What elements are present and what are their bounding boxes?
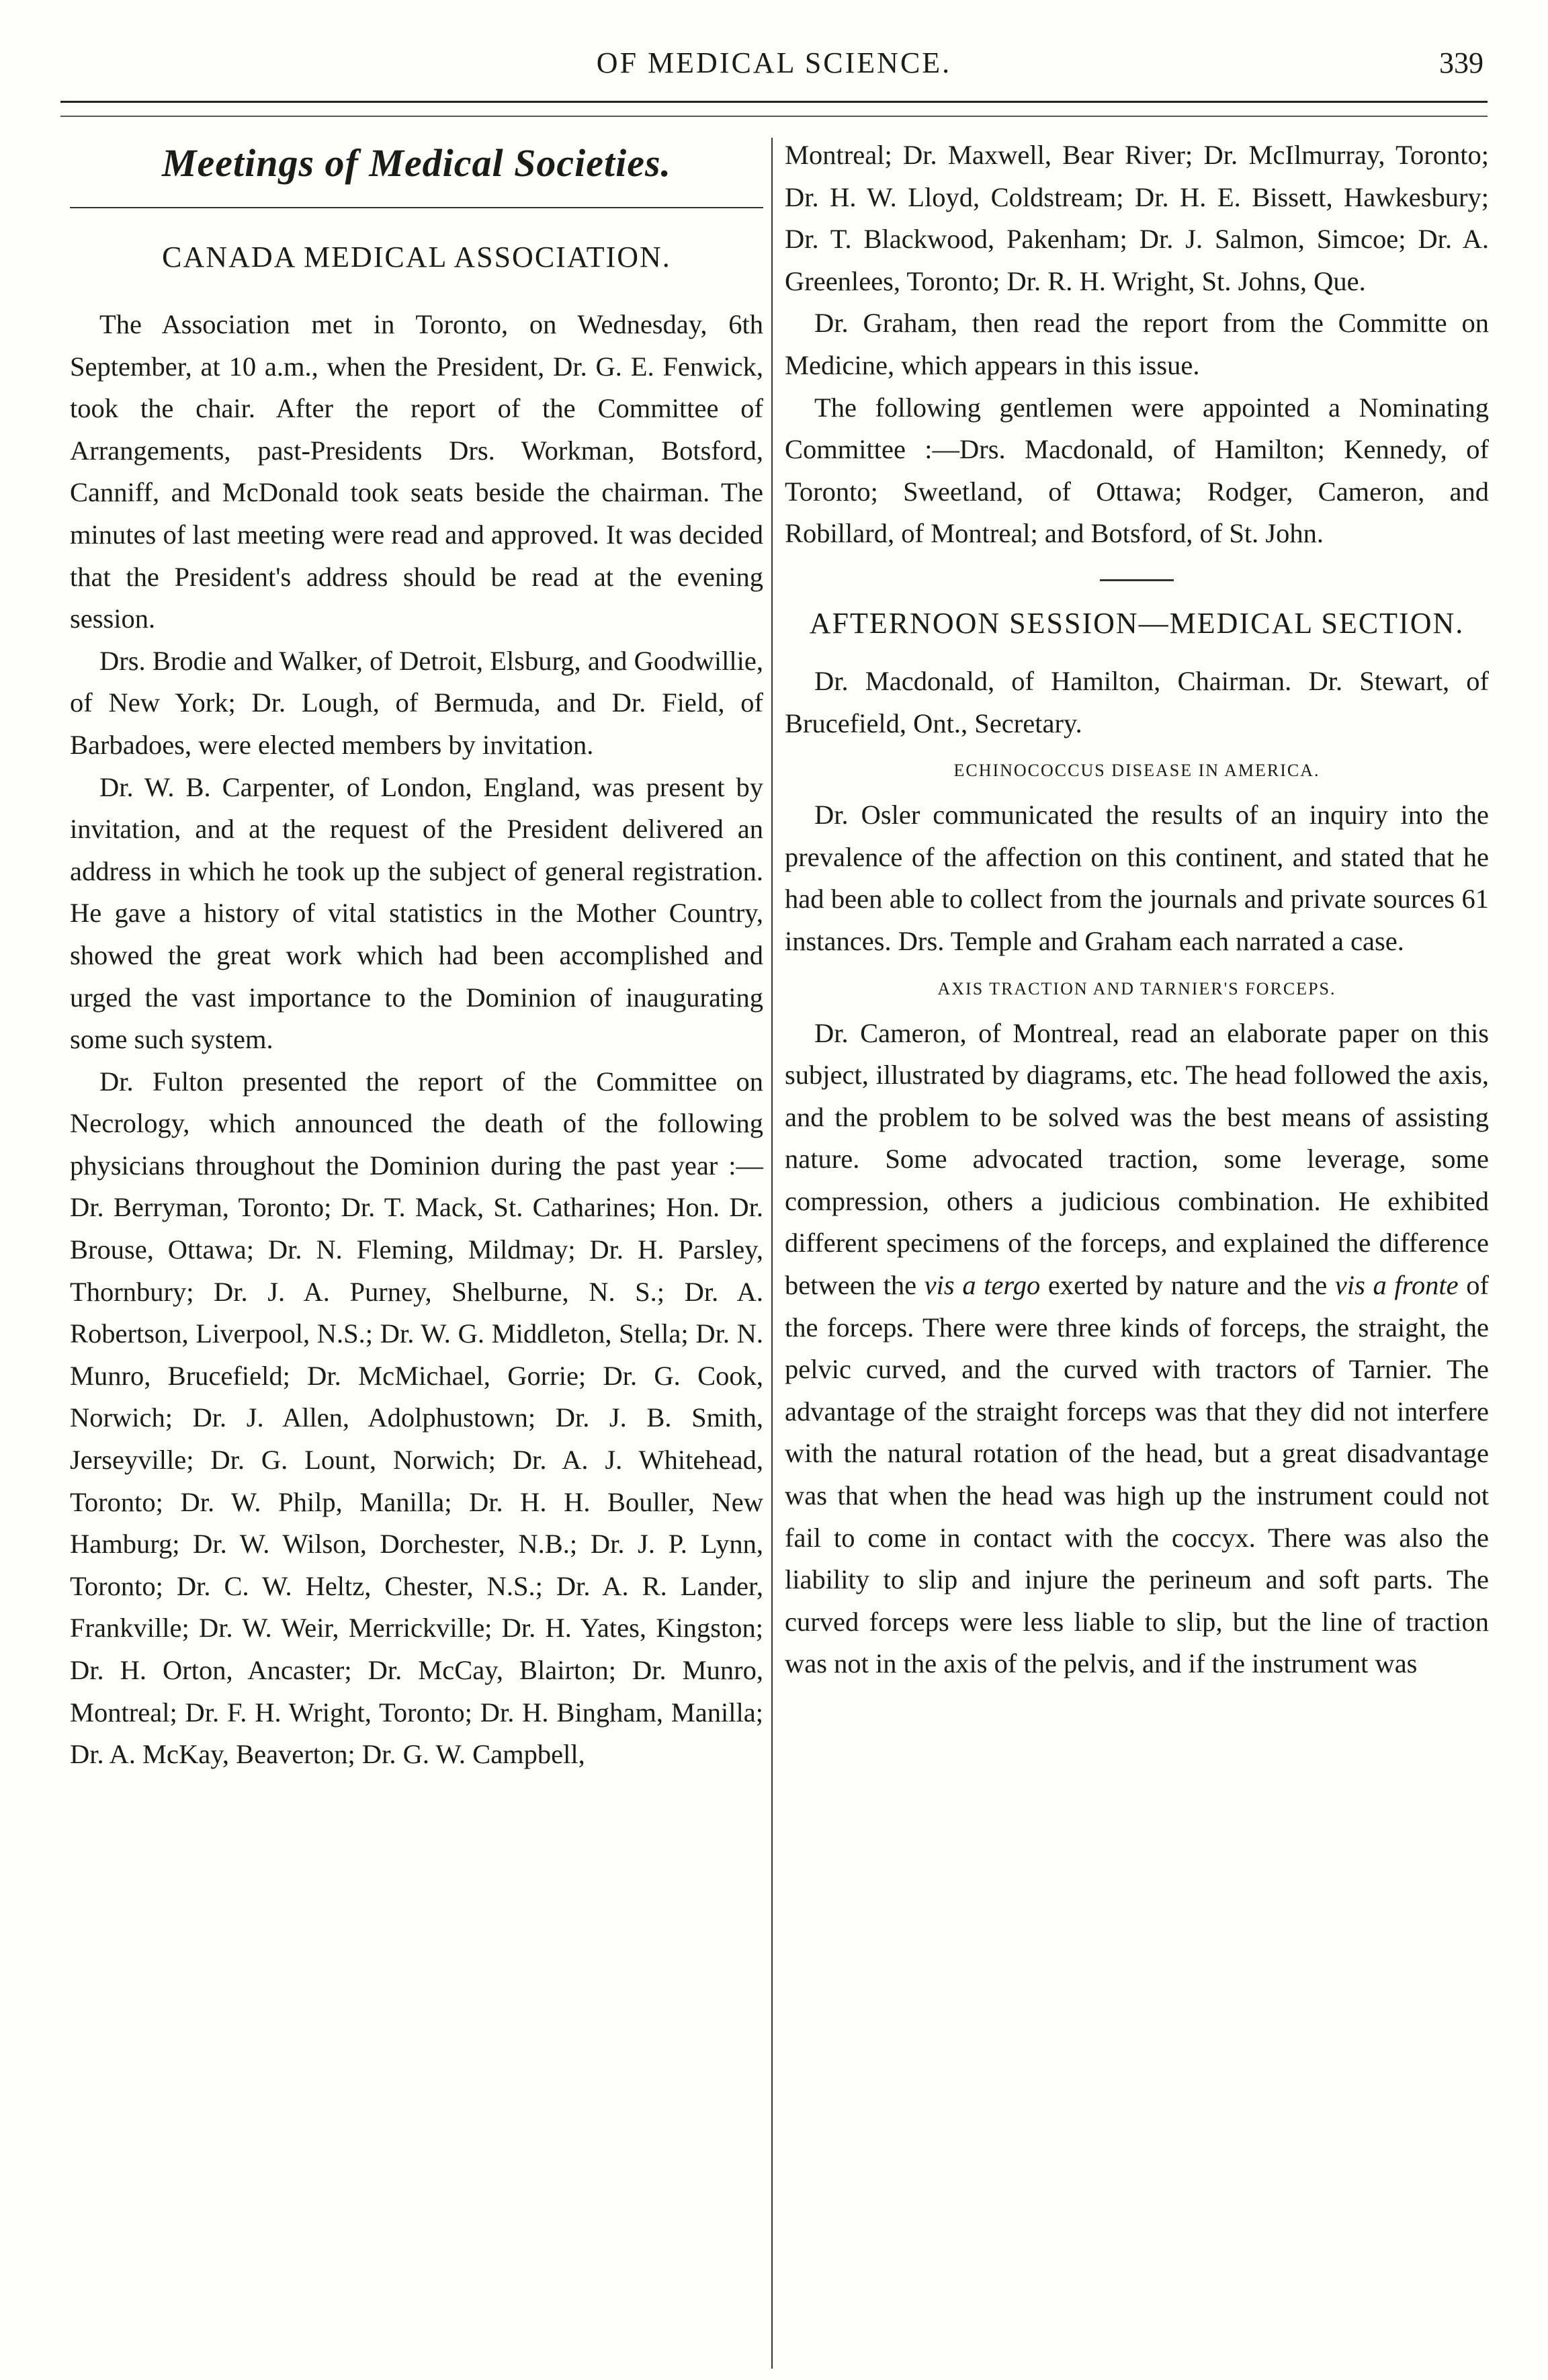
paragraph-necrology: Dr. Fulton presented the report of the Committee on Necrology, which announced the death of the following physicians throughout the Dominion during the past year :—Dr. Berryman, Toronto; Dr. T. Mack, St. Catharines; Hon. Dr. Brouse, Ottawa; Dr. N. Fleming, Mildmay; Dr. H. Parsley, Thornbury; Dr. J. A. Purney, Shelburne, N. S.; Dr. A. Robertson, Liverpool, N.S.; Dr. W. G. Middleton, Stella; Dr. N. Munro, Brucefield; Dr. McMichael, Gorrie; Dr. G. Cook, Norwich; Dr. J. Allen, Adolphustown; Dr. J. B. Smith, Jerseyville; Dr. G. Lount, Norwich; Dr. A. J. Whitehead, Toronto; Dr. W. Philp, Manilla; Dr. H. H. Bouller, New Hamburg; Dr. W. Wilson, Dorchester, N.B.; Dr. J. P. Lynn, Toronto; Dr. C. W. Heltz, Chester, N.S.; Dr. A. R. Lander, Frankville; Dr. W. Weir, Merrickville; Dr. H. Yates, Kingston; Dr. H. Orton, Ancaster; Dr. McCay, Blairton; Dr. Munro, Montreal; Dr. F. H. Wright, Toronto; Dr. H. Bingham, Manilla; Dr. A. McKay, Beaverton; Dr. G. W. Campbell, xyxy=(70,1066,763,1770)
section-title: Meetings of Medical Societies. xyxy=(161,141,672,185)
section-rule xyxy=(70,207,763,208)
vis-a-tergo: vis a tergo xyxy=(924,1270,1041,1301)
echinococcus-subheading: ECHINOCOCCUS DISEASE IN AMERICA. xyxy=(953,761,1320,781)
afternoon-session-heading: AFTERNOON SESSION—MEDICAL SECTION. xyxy=(809,606,1465,640)
association-heading: CANADA MEDICAL ASSOCIATION. xyxy=(162,241,671,273)
right-column xyxy=(785,134,1489,1685)
paragraph-medicine-report: Dr. Graham, then read the report from the Committe on Medicine, which appears in this issue. xyxy=(785,308,1489,380)
page-number: 339 xyxy=(1439,46,1484,79)
vis-a-fronte: vis a fronte xyxy=(1334,1270,1459,1301)
left-column xyxy=(70,134,763,1776)
column-divider xyxy=(771,138,773,2369)
paragraph-opening: The Association met in Toronto, on Wednesday, 6th September, at 10 a.m., when the President, Dr. G. E. Fenwick, took the chair. After the report of the Committee of Arrangements, past-Presidents Drs. Workman, Botsford, Canniff, and McDonald took seats beside the chairman. The minutes of last meeting were read and approved. It was decided that the President's address should be read at the evening session. xyxy=(70,309,763,634)
running-head xyxy=(64,46,1484,93)
paragraph-carpenter-address: Dr. W. B. Carpenter, of London, England, was present by invitation, and at the request of the President delivered an address in which he took up the subject of general registration. He gave a history of vital statistics in the Mother Country, showed the great work which had been accomplished and urged the vast importance to the Dominion of inaugurating some such system. xyxy=(70,771,763,1055)
forceps-intro: Dr. Cameron, of Montreal, read an elaborate paper on this subject, illustrated by diagrams, etc. The head followed the axis, and the problem to be solved was the best means of assisting nature. Some advocated traction, some leverage, some compression, others a judicious combination. He exhibited different specimens of the forceps, and explained the difference between the xyxy=(785,1017,1489,1301)
paragraph-session-chair: Dr. Macdonald, of Hamilton, Chairman. Dr. Stewart, of Brucefield, Ont., Secretary. xyxy=(785,665,1489,738)
paragraph-echinococcus: Dr. Osler communicated the results of an inquiry into the prevalence of the affection on this continent, and stated that he had been able to collect from the journals and private sources 61 instances. Drs. Temple and Graham each narrated a case. xyxy=(785,800,1489,956)
forceps-rest: of the forceps. There were three kinds of forceps, the straight, the pelvic curved, and the curved with tractors of Tarnier. The advantage of the straight forceps was that they did not interfere with the natural rotation of the head, but a great disadvantage was that when the head was high up the instrument could not fail to come in contact with the coccyx. There was also the liability to slip and injure the perineum and soft parts. The curved forceps were less liable to slip, but the line of traction was not in the axis of the pelvis, and if the instrument was xyxy=(785,1270,1490,1679)
paragraph-forceps xyxy=(785,1013,1489,1686)
exerted-by: exerted by nature and the xyxy=(1047,1270,1328,1301)
paragraph-nominating-committee: The following gentlemen were appointed a Nominating Committee :—Drs. Macdonald, of Hamilton; Kennedy, of Toronto; Sweetland, of Ottawa; Rodger, Cameron, and Robillard, of Montreal; and Botsford, of St. John. xyxy=(785,392,1489,549)
header-rule-thin xyxy=(60,116,1488,117)
necrology-continuation: Montreal; Dr. Maxwell, Bear River; Dr. McIlmurray, Toronto; Dr. H. W. Lloyd, Coldstream; Dr. H. E. Bissett, Hawkesbury; Dr. T. Blackwood, Pakenham; Dr. J. Salmon, Simcoe; Dr. A. Greenlees, Toronto; Dr. R. H. Wright, St. Johns, Que. xyxy=(785,140,1489,296)
short-rule xyxy=(1100,579,1174,581)
running-title: OF MEDICAL SCIENCE. xyxy=(596,46,952,79)
header-rule xyxy=(60,101,1488,103)
forceps-subheading: AXIS TRACTION AND TARNIER'S FORCEPS. xyxy=(937,978,1336,998)
paragraph-elected-members: Drs. Brodie and Walker, of Detroit, Elsburg, and Goodwillie, of New York; Dr. Lough, of Bermuda, and Dr. Field, of Barbadoes, were elected members by invitation. xyxy=(70,645,763,760)
